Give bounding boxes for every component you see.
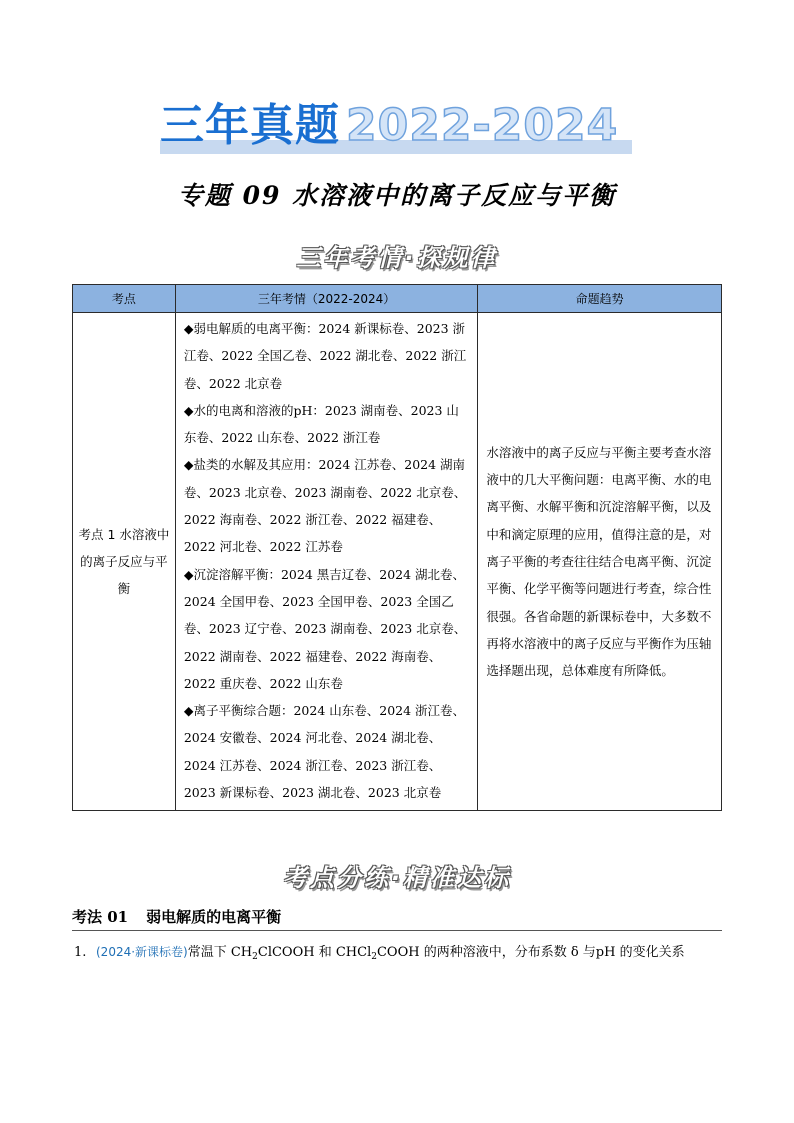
exam-overview-table	[72, 284, 722, 811]
kaoqing-item: ◆弱电解质的电离平衡：2024 新课标卷、2023 浙江卷、2022 全国乙卷、2022 湖北卷、2022 浙江卷、2022 北京卷	[183, 321, 467, 391]
kaoqing-item: ◆盐类的水解及其应用：2024 江苏卷、2024 湖南卷、2023 北京卷、2023 湖南卷、2022 北京卷、2022 海南卷、2022 浙江卷、2022 福建卷、2022 河北卷、2022 江苏卷	[183, 457, 467, 555]
banner-title	[160, 98, 640, 154]
question-1	[74, 942, 724, 967]
table-header-row	[73, 285, 722, 313]
trend-cell: 水溶液中的离子反应与平衡主要考查水溶液中的几大平衡问题：电离平衡、水的电离平衡、水解平衡和沉淀溶解平衡，以及中和滴定原理的应用，值得注意的是，对离子平衡的考查往往结合电离平衡、沉淀平衡、化学平衡等问题进行考查，综合性很强。各省命题的新课标卷中，大多数不再将水溶液中的离子反应与平衡作为压轴选择题出现，总体难度有所降低。	[478, 313, 722, 811]
table-row	[73, 313, 722, 811]
question-text-1: 常温下 CH	[187, 945, 253, 960]
kaoqing-item: ◆离子平衡综合题：2024 山东卷、2024 浙江卷、2024 安徽卷、2024 河北卷、2024 湖北卷、2024 江苏卷、2024 浙江卷、2023 浙江卷、2023 新课标卷、2023 湖北卷、2023 北京卷	[183, 703, 466, 801]
kaoqing-item: ◆水的电离和溶液的pH：2023 湖南卷、2023 山东卷、2022 山东卷、2022 浙江卷	[183, 402, 459, 446]
subscript: 2	[252, 952, 258, 962]
kaoqing-item: ◆沉淀溶解平衡：2024 黑吉辽卷、2024 湖北卷、2024 全国甲卷、2023 全国甲卷、2023 全国乙卷、2023 辽宁卷、2023 湖南卷、2023 北京卷、2022 湖南卷、2022 福建卷、2022 海南卷、2022 重庆卷、2022 山东卷	[183, 566, 467, 691]
method-heading	[72, 905, 722, 931]
banner-title-cn: 三年真题	[160, 100, 340, 151]
banner-years: 2022-2024	[346, 100, 619, 151]
section-heading-overview: 三年考情·探规律	[296, 244, 498, 272]
subject-title: 专题 09 水溶液中的离子反应与平衡	[177, 181, 617, 210]
kaodian-cell: 考点 1 水溶液中的离子反应与平衡	[73, 313, 176, 811]
question-number: 1.	[74, 945, 87, 960]
header-kaodian: 考点	[73, 285, 176, 313]
subscript: 2	[371, 952, 377, 962]
question-text-3: COOH 的两种溶液中，分布系数 δ 与pH 的变化关系	[376, 945, 685, 960]
method-label: 考法 01	[72, 908, 129, 926]
method-title: 弱电解质的电离平衡	[146, 908, 282, 926]
kaoqing-cell	[175, 313, 478, 811]
question-source-link[interactable]: (2024·新课标卷)	[96, 945, 188, 959]
question-text-2: ClCOOH 和 CHCl	[257, 945, 372, 960]
header-trend: 命题趋势	[478, 285, 722, 313]
section-heading-practice: 考点分练·精准达标	[282, 864, 512, 892]
header-kaoqing: 三年考情（2022-2024）	[175, 285, 478, 313]
